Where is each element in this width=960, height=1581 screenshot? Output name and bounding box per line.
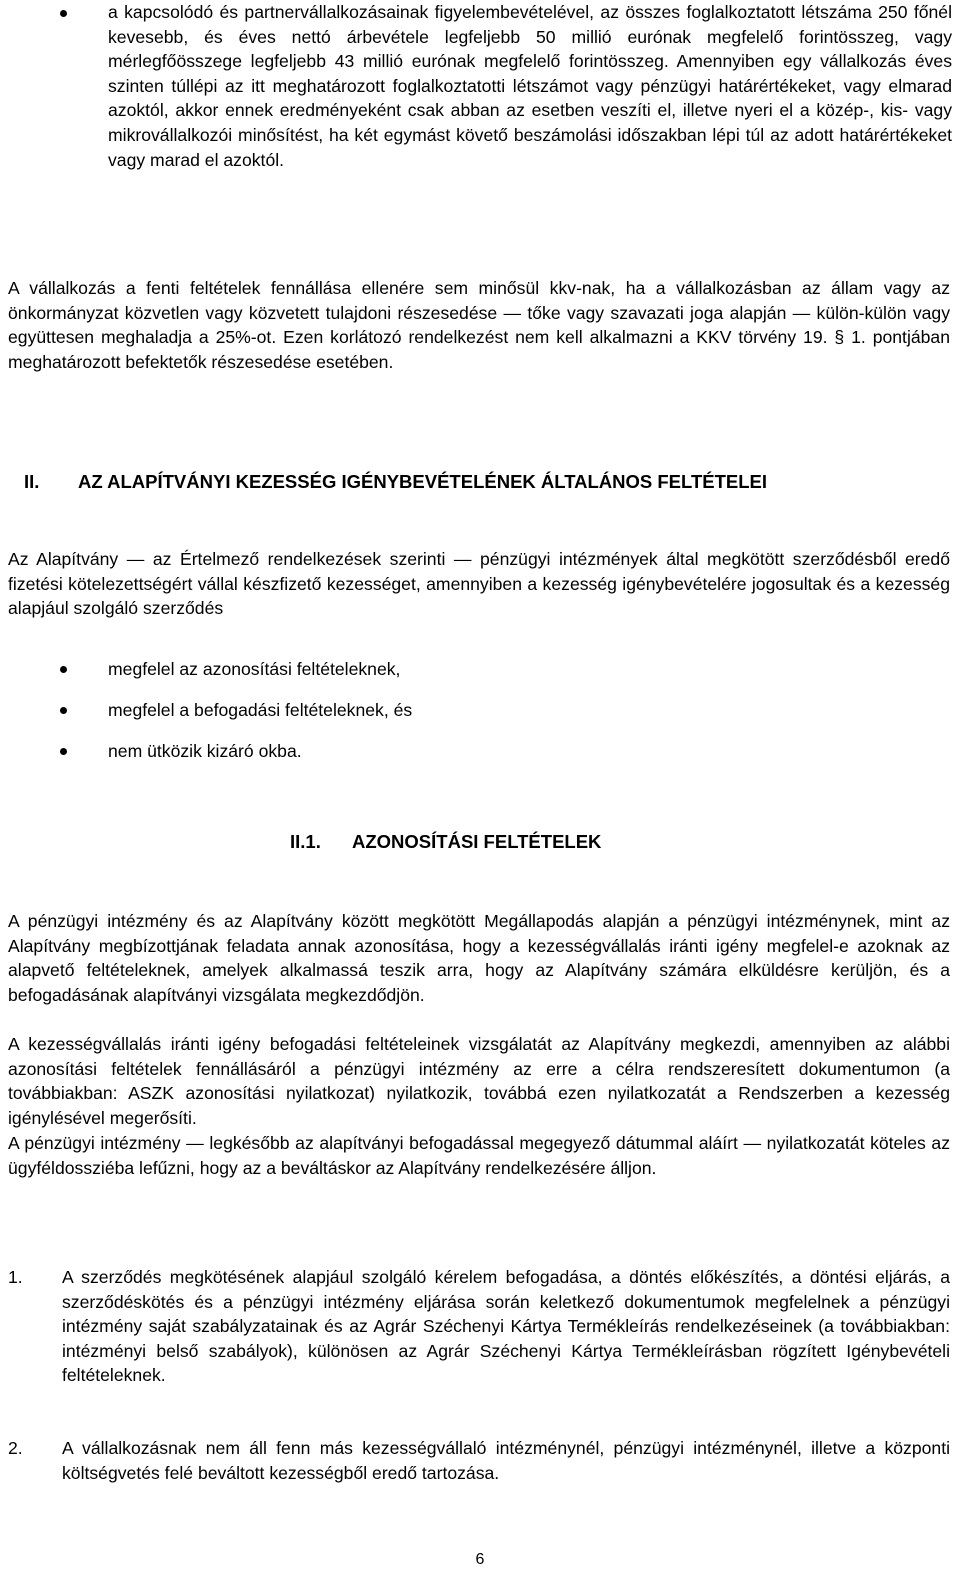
kkv-restriction-paragraph: A vállalkozás a fenti feltételek fennállása ellenére sem minősül kkv-nak, ha a vállalkozásban az állam vagy az önkormányzat közvetlen vagy közvetett tulajdoni részesedése — tőke vagy szavazati joga alapján — külön-külön vagy együttesen meghaladja a 25%-ot. Ezen korlátozó rendelkezést nem kell alkalmazni a KKV törvény 19. § 1. pontjában meghatározott befektetők részesedése esetében.: [8, 278, 950, 372]
item-text: A vállalkozásnak nem áll fenn más kezességvállaló intézménynél, pénzügyi intézménynél, illetve a központi költségvetés felé beváltott kezességből eredő tartozása.: [62, 1438, 950, 1483]
section-ii-1-title: AZONOSÍTÁSI FELTÉTELEK: [352, 831, 602, 852]
numbered-item-1: [8, 1265, 950, 1388]
condition-text: megfelel az azonosítási feltételeknek,: [108, 659, 401, 679]
identification-paragraph-1: A pénzügyi intézmény és az Alapítvány között megkötött Megállapodás alapján a pénzügyi intézménynek, mint az Alapítvány megbízottjának feladata annak azonosítása, hogy a kezességvállalás iránti igény megfelel-e azoknak az alapvető feltételeknek, amelyek alkalmassá teszik arra, hogy az Alapítvány számára elküldésre kerüljön, és a befogadásának alapítványi vizsgálata megkezdődjön.: [8, 911, 950, 1005]
section-ii-intro: Az Alapítvány — az Értelmező rendelkezések szerinti — pénzügyi intézmények által megkötött szerződésből eredő fizetési kötelezettségért vállal készfizető kezességet, amennyiben a kezesség igénybevételére jogosultak és a kezesség alapjául szolgáló szerződés: [8, 549, 950, 619]
condition-text: nem ütközik kizáró okba.: [108, 741, 302, 761]
item-marker: 2.: [8, 1438, 23, 1458]
item-marker: 1.: [8, 1267, 23, 1287]
list-item: [8, 657, 950, 683]
section-ii-1-number: II.1.: [290, 831, 321, 852]
page-number: 6: [475, 1551, 485, 1568]
size-criteria-bullet: [8, 0, 952, 172]
size-criteria-text: a kapcsolódó és partnervállalkozásainak figyelembevételével, az összes foglalkoztatott létszáma 250 főnél kevesebb, és éves nettó árbevétele legfeljebb 50 millió eurónak megfelelő forintösszeg, vagy mérlegfőösszege legfeljebb 43 millió eurónak megfelelő forintösszeg. Amennyiben egy vállalkozás éves szinten túllépi az itt meghatározott foglalkoztatotti létszámot vagy pénzügyi határértékeket, vagy elmarad azoktól, akkor ennek eredményeként csak abban az esetben veszíti el, illetve nyeri el a közép-, kis- vagy mikrovállalkozói minősítést, ha két egymást követő beszámolási időszakban lépi túl az adott határértékeket vagy marad el azoktól.: [108, 2, 952, 170]
bullet-icon: [60, 707, 67, 714]
list-item: [8, 739, 950, 765]
section-ii-number: II.: [24, 471, 40, 492]
bullet-icon: [60, 748, 67, 755]
section-ii-title: AZ ALAPÍTVÁNYI KEZESSÉG IGÉNYBEVÉTELÉNEK ÁLTALÁNOS FELTÉTELEI: [78, 471, 767, 492]
list-item: [8, 698, 950, 724]
identification-paragraph-3: A pénzügyi intézmény — legkésőbb az alapítványi befogadással megegyező dátummal aláírt — nyilatkozatát köteles az ügyféldossziéba lefűzni, hogy az a beváltáskor az Alapítvány rendelkezésére álljon.: [8, 1133, 950, 1178]
numbered-item-2: [8, 1436, 950, 1485]
bullet-icon: [60, 666, 67, 673]
bullet-icon: [60, 10, 67, 17]
identification-paragraph-2: A kezességvállalás iránti igény befogadási feltételeinek vizsgálatát az Alapítvány megkezdi, amennyiben az alábbi azonosítási feltételek fennállásáról a pénzügyi intézmény az erre a célra rendszeresített dokumentumon (a továbbiakban: ASZK azonosítási nyilatkozat) nyilatkozik, továbbá ezen nyilatkozatát a Rendszerben a kezesség igénylésével megerősíti.: [8, 1034, 950, 1128]
condition-text: megfelel a befogadási feltételeknek, és: [108, 700, 413, 720]
item-text: A szerződés megkötésének alapjául szolgáló kérelem befogadása, a döntés előkészítés, a döntési eljárás, a szerződéskötés és a pénzügyi intézmény eljárása során keletkező dokumentumok megfelelnek a pénzügyi intézmény saját szabályzatainak és az Agrár Széchenyi Kártya Termékleírás rendelkezéseinek (a továbbiakban: intézményi belső szabályok), különösen az Agrár Széchenyi Kártya Termékleírásban rögzített Igénybevételi feltételeknek.: [62, 1267, 950, 1386]
